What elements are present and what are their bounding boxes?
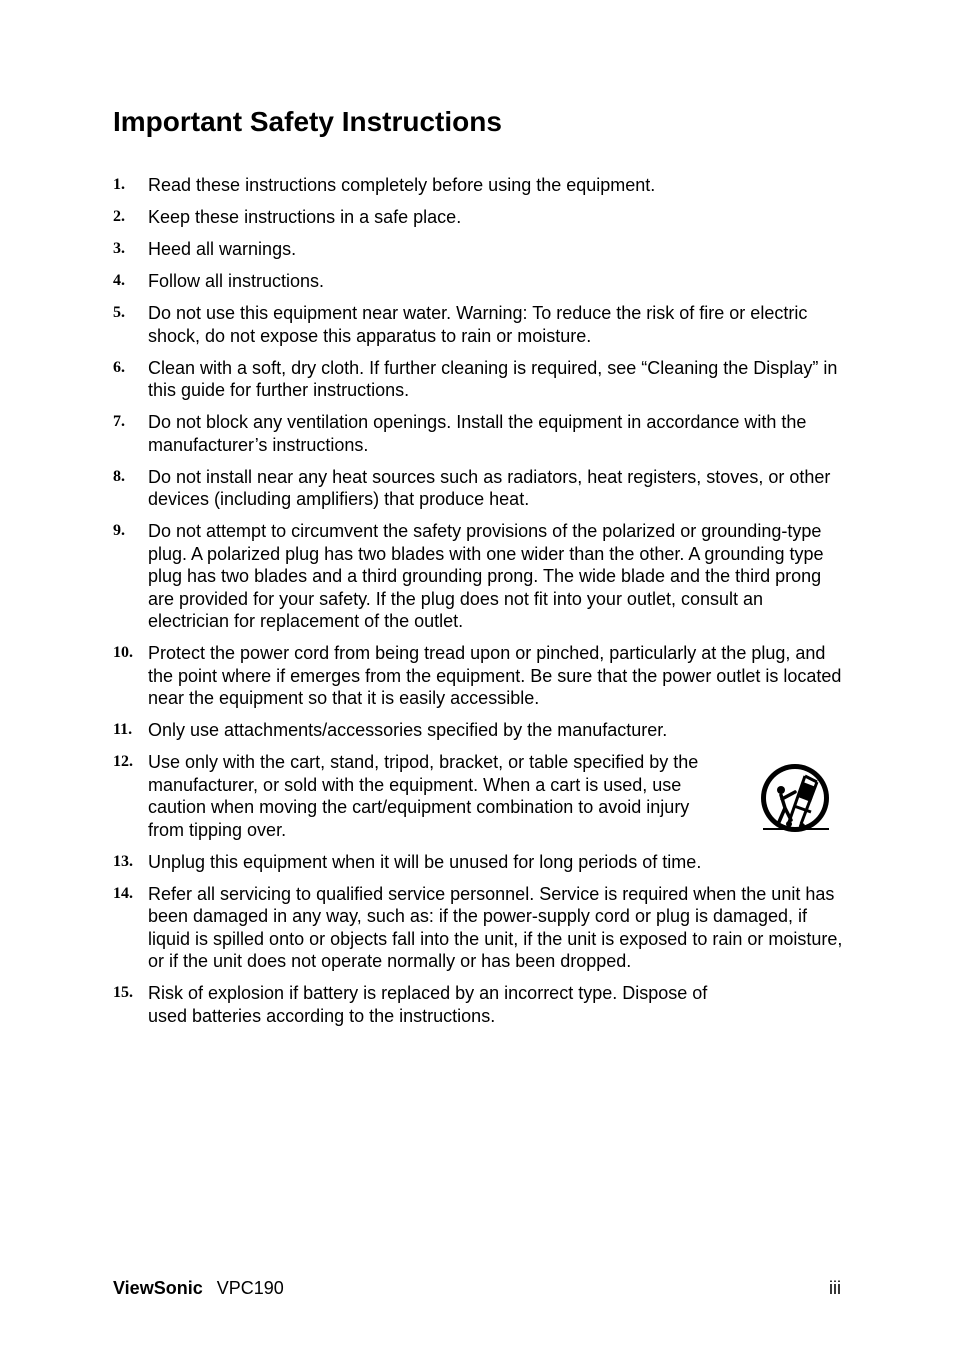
item-text: Keep these instructions in a safe place.	[148, 207, 462, 227]
item-number: 10.	[113, 644, 133, 661]
item-text: Clean with a soft, dry cloth. If further cleaning is required, see “Cleaning the Display” in this guide for further instructions.	[148, 357, 838, 400]
item-text: Do not install near any heat sources such as radiators, heat registers, stoves, or other devices (including amplifiers) that produce heat.	[148, 466, 831, 509]
list-item	[113, 206, 843, 229]
item-text: Unplug this equipment when it will be unused for long periods of time.	[148, 851, 702, 872]
list-item	[113, 238, 843, 261]
list-item	[113, 411, 843, 456]
item-number: 14.	[113, 884, 133, 902]
item-number: 11.	[113, 721, 133, 738]
list-item	[113, 466, 843, 511]
page-number: iii	[829, 1278, 841, 1298]
list-item	[113, 520, 843, 633]
list-item	[113, 982, 843, 1027]
item-text: Follow all instructions.	[148, 271, 325, 291]
item-text: Risk of explosion if battery is replaced by an incorrect type. Dispose of used batteries according to the instructions.	[148, 983, 708, 1026]
item-text: Refer all servicing to qualified service personnel. Service is required when the unit has been damaged in any way, such as: if the power-supply cord or plug is damaged, if liquid is spilled onto or objects fall into the unit, if the unit is exposed to rain or moisture, or if the unit does not operate normally or has been dropped.	[148, 883, 843, 971]
item-number: 15.	[113, 984, 133, 1001]
item-number: 3.	[113, 240, 125, 257]
item-number: 5.	[113, 304, 125, 321]
item-text: Only use attachments/accessories specified by the manufacturer.	[148, 720, 668, 740]
list-item	[113, 883, 843, 973]
item-text: Protect the power cord from being tread upon or pinched, particularly at the plug, and the point where if emerges from the equipment. Be sure that the power outlet is located near the equipment so that it is easily accessible.	[148, 643, 842, 708]
list-item	[113, 174, 843, 197]
item-number: 6.	[113, 358, 125, 376]
item-number: 2.	[113, 208, 125, 225]
list-item	[113, 719, 843, 742]
page-footer	[113, 1277, 841, 1299]
item-number: 13.	[113, 852, 133, 870]
item-number: 9.	[113, 522, 125, 539]
item-number: 7.	[113, 413, 125, 430]
list-item	[113, 270, 843, 293]
list-item	[113, 751, 843, 841]
item-number: 4.	[113, 272, 125, 289]
item-text: Use only with the cart, stand, tripod, bracket, or table specified by the manufacturer, or sold with the equipment. When a cart is used, use caution when moving the cart/equipment combination to avoid injury from tipping over.	[148, 752, 699, 840]
item-text: Do not use this equipment near water. Warning: To reduce the risk of fire or electric shock, do not expose this apparatus to rain or moisture.	[148, 303, 808, 346]
item-text: Read these instructions completely before using the equipment.	[148, 175, 656, 195]
list-item	[113, 851, 843, 874]
list-item	[113, 302, 843, 347]
item-number: 12.	[113, 753, 133, 770]
page-title: Important Safety Instructions	[113, 106, 502, 137]
footer-brand: ViewSonic	[113, 1278, 203, 1298]
item-number: 1.	[113, 176, 125, 193]
list-item	[113, 357, 843, 402]
cart-tip-over-warning-icon	[759, 762, 831, 834]
item-text: Heed all warnings.	[148, 239, 297, 259]
item-text: Do not attempt to circumvent the safety provisions of the polarized or grounding-type plug. A polarized plug has two blades with one wider than the other. A grounding type plug has two blades and a third grounding prong. The wide blade and the third prong are provided for your safety. If the plug does not fit into your outlet, consult an electrician for replacement of the outlet.	[148, 521, 824, 631]
list-item	[113, 642, 843, 710]
footer-model: VPC190	[216, 1278, 284, 1298]
safety-instruction-list	[113, 174, 843, 1037]
item-number: 8.	[113, 467, 125, 485]
item-text: Do not block any ventilation openings. Install the equipment in accordance with the manufacturer’s instructions.	[148, 412, 807, 455]
